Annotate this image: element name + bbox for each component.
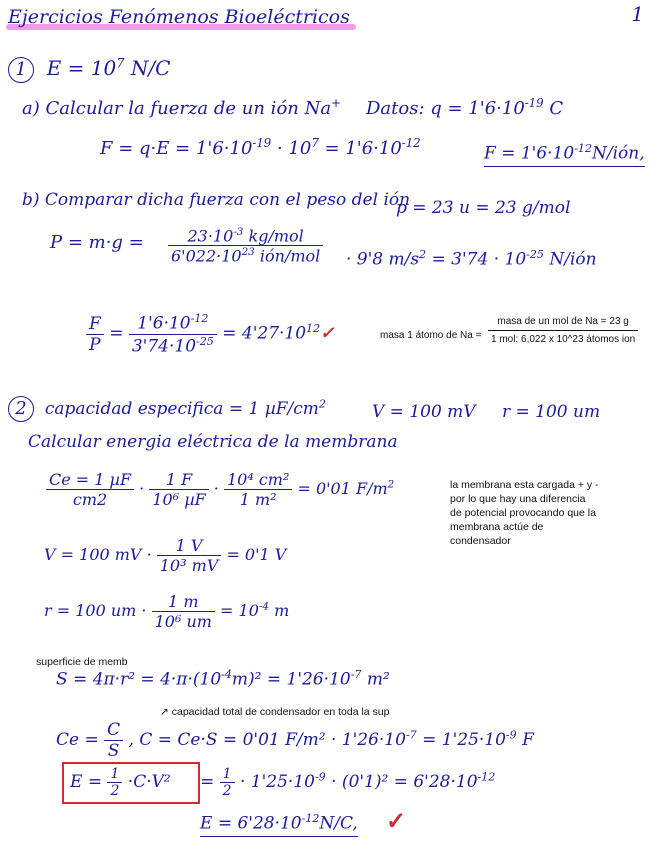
ex2-s-row: $S = 4\pi\cdot r^2 = 4\cdot\pi\cdot(10^{-4}m)^2 = 1'26\cdot 10^{-7}$ m² <box>56 668 390 690</box>
ex2-task: Calcular energia eléctrica de la membrana <box>28 432 398 452</box>
energy-final-result: $E = 6'28\cdot 10^{-12}N/C$, <box>200 812 358 837</box>
ex1-weight-right: · 9'8 $m/s^2 = 3'74 \cdot 10^{-25}$ N/ión <box>346 248 597 270</box>
ex2-header: 2 capacidad especifica = 1 $\mu F/cm^2$ <box>8 396 326 422</box>
page-title: Ejercicios Fenómenos Bioeléctricos <box>8 6 350 28</box>
final-check-mark-icon: ✓ <box>386 806 407 835</box>
ex2-voltage: V = 100 mV <box>372 402 476 422</box>
ex1-part-a: a) Calcular la fuerza de un ión Na+ <box>22 96 341 119</box>
side-note-membrane: la membrana esta cargada + y - por lo que hay una diferencia de potencial provocando que la membrana actúe de condensador <box>450 479 599 547</box>
ex1-part-b: b) Comparar dicha fuerza con el peso del ión <box>22 190 411 210</box>
ex1-b-p: p = 23 u = 23 g/mol <box>396 198 571 218</box>
ex1-data: Datos: $q = 1'6\cdot 10^{-19}$ C <box>366 96 564 119</box>
ex1-header: 1 $E = 10^7$ N/C <box>8 56 170 83</box>
ex1-formula-a: $F = q\cdot E = 1'6\cdot 10^{-19} \cdot 10^7 = 1'6\cdot 10^{-12}$ <box>100 136 421 159</box>
ex1-weight-left: P = m·g = <box>50 232 144 253</box>
ex2-radius: r = 100 um <box>502 402 601 422</box>
note-surface: superficie de memb <box>36 656 128 668</box>
ex2-r-row: r = 100 um · $\frac{1 m}{\text{10⁶ um}}$ = $10^{-4}$ m <box>44 592 290 631</box>
note-na-mass-fraction: $\frac{\text{masa de un mol de Na = 23 g}}{\text{1 mol: 6,022 x 10\textasciicircum{}23 átomos ion}}$ <box>488 316 638 345</box>
ex2-number: 2 <box>8 396 34 422</box>
note-total-capacitance: ↗ capacidad total de condensador en toda la sup <box>160 706 390 718</box>
ex2-c-row: Ce = $\frac{C}{S}$ , C = Ce·S = 0'01 $F/m^2 \cdot 1'26\cdot 10^{-7} = 1'25\cdot 10^{-9}$ F <box>56 720 534 761</box>
check-mark-icon: ✓ <box>320 323 335 344</box>
ex1-result-a: $F = 1'6\cdot 10^{-12}N$/ión, <box>484 142 645 167</box>
ex1-ratio: $\frac{F}{P}$ = $\frac{1'6\cdot 10^{-12}}{3'74\cdot 10^{-25}}$ = $4'27\cdot 10^{12}✓$ <box>86 312 334 356</box>
page-number: 1 <box>631 2 644 26</box>
note-na-mass-label: masa 1 átomo de Na = <box>380 330 482 341</box>
ex2-v-row: V = 100 mV · $\frac{1 V}{\text{10³ mV}}$ = 0'1 V <box>44 536 287 575</box>
energy-calculation: = $\frac{1}{2}$ · $1'25\cdot 10^{-9} \cdot (0'1)^2 = 6'28\cdot 10^{-12}$ <box>200 766 496 799</box>
arrow-icon: ↗ <box>160 706 169 718</box>
ex1-weight-fraction: $\frac{23\cdot 10^{-3} kg/mol}{6'022\cdot 10^{23} ión/mol}$ <box>168 226 323 266</box>
ex2-ce-row: $\frac{\text{Ce = 1 µF}}{cm2}$ · $\frac{1 F}{\text{10⁶ µF}}$ · $\frac{\text{10⁴ cm²}}{\text{1 m²}}$ = 0'01 $F/m^2$ <box>46 470 394 509</box>
ex1-number: 1 <box>8 57 34 83</box>
energy-formula: E = $\frac{1}{2}$ ·C·V² <box>70 766 171 799</box>
